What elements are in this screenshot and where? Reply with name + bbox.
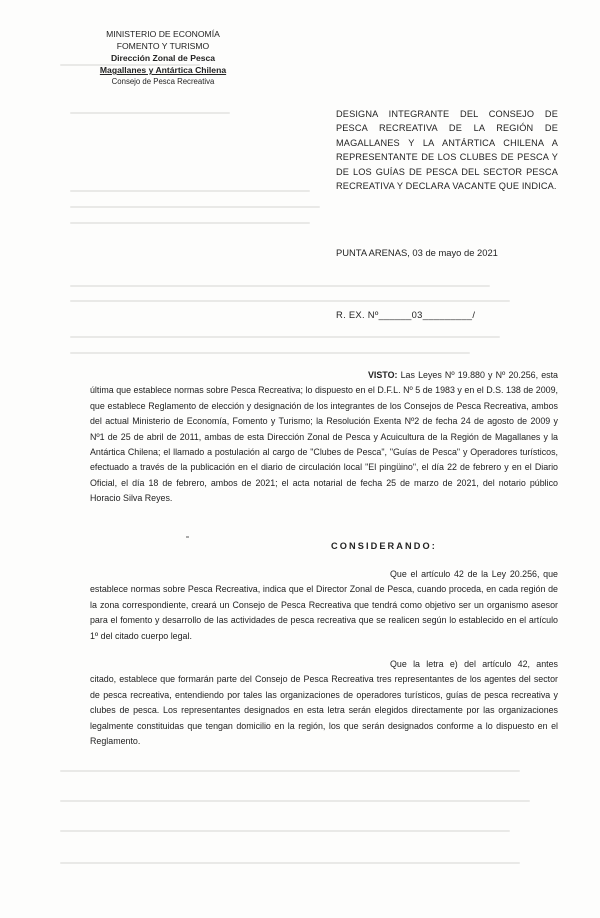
- visto-label: VISTO:: [368, 370, 398, 380]
- scan-artifact: [70, 285, 490, 287]
- scan-artifact: [60, 800, 530, 802]
- ministry-subtitle: FOMENTO Y TURISMO: [116, 41, 210, 51]
- ministry-name: MINISTERIO DE ECONOMÍA: [106, 29, 220, 39]
- visto-text: Las Leyes Nº 19.880 y Nº 20.256, esta última que establece normas sobre Pesca Recreativa; lo dispuesto en el D.F.L. Nº 5 de 1983 y en el D.S. 138 de 2009, que establece Reglamento de elección y designación de los integrantes de los Consejos de Pesca Recreativa, ambos del actual Ministerio de Economía, Fomento y Turismo; la Resolución Exenta Nº2 de fecha 24 de agosto de 2009 y Nº1 de 25 de abril de 2011, ambas de esta Dirección Zonal de Pesca y Acuicultura de la Región de Magallanes y la Antártica Chilena; el llamado a postulación al cargo de "Clubes de Pesca", "Guías de Pesca" y Operadores turísticos, efectuado a través de la publicación en el diario de circulación local "El pingüino", el día 22 de febrero y en el Diario Oficial, el día 18 de febrero, ambos de 2021; el acta notarial de fecha 25 de marzo de 2021, del notario público Horacio Silva Reyes.: [90, 370, 558, 504]
- scan-artifact: [70, 190, 310, 192]
- scan-artifact: [70, 222, 310, 224]
- considerando-paragraph-1: [90, 567, 558, 644]
- scan-artifact: [60, 770, 520, 772]
- scan-artifact: [60, 862, 520, 864]
- council-name: Consejo de Pesca Recreativa: [111, 77, 215, 86]
- scan-artifact: [70, 300, 510, 302]
- scan-artifact: [70, 206, 320, 208]
- scan-artifact: [70, 352, 470, 354]
- resolution-title: DESIGNA INTEGRANTE DEL CONSEJO DE PESCA RECREATIVA DE LA REGIÓN DE MAGALLANES Y LA ANTÁRTICA CHILENA A REPRESENTANTE DE LOS CLUBES DE PESCA Y DE LOS GUÍAS DE PESCA DEL SECTOR PESCA RECREATIVA Y DECLARA VACANTE QUE INDICA.: [336, 109, 558, 192]
- paragraph-1-text: Que el artículo 42 de la Ley 20.256, que establece normas sobre Pesca Recreativa, indica que el Director Zonal de Pesca, cuando proceda, en cada región de la zona correspondiente, creará un Consejo de Pesca Recreativa que tendrá como objetivo ser un organismo asesor para el fomento y desarrollo de las actividades de pesca recreativa que se realicen según lo establecido en el artículo 1º del citado cuerpo legal.: [90, 569, 558, 641]
- scan-speck: [186, 536, 189, 538]
- considerando-heading: CONSIDERANDO:: [331, 541, 437, 551]
- scan-artifact: [70, 336, 500, 338]
- considerando-paragraph-2: [90, 657, 558, 749]
- scan-artifact: [60, 830, 510, 832]
- resolution-number: R. EX. Nº______03_________/: [336, 309, 476, 320]
- region-name: Magallanes y Antártica Chilena: [99, 65, 227, 75]
- paragraph-2-text: Que la letra e) del artículo 42, antes citado, establece que formarán parte del Consejo de Pesca Recreativa tres representantes de los agentes del sector de pesca recreativa, entendiendo por tales las organizaciones de operadores turísticos, guías de pesca recreativa y clubes de pesca. Los representantes designados en esta letra serán elegidos directamente por las organizaciones legalmente constituidas que tengan domicilio en la región, los que serán designados conforme a lo dispuesto en el Reglamento.: [90, 659, 558, 747]
- visto-section: [90, 368, 558, 507]
- letterhead: [88, 28, 238, 88]
- place-date: PUNTA ARENAS, 03 de mayo de 2021: [336, 247, 498, 258]
- scan-artifact: [70, 112, 230, 114]
- directorate-name: Dirección Zonal de Pesca: [110, 53, 216, 63]
